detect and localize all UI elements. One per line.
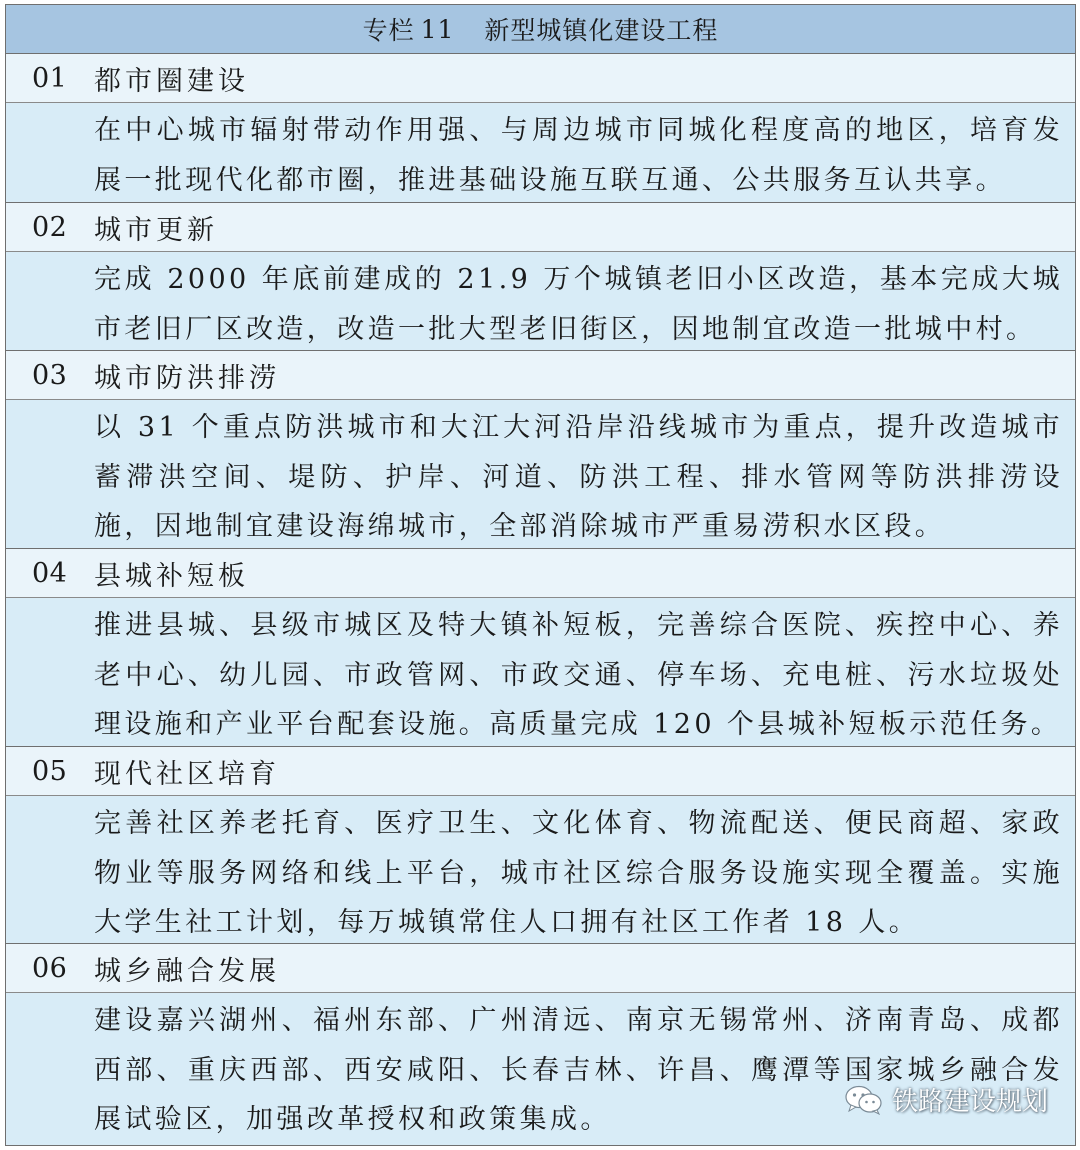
- section-header: [6, 351, 1075, 400]
- section-header: [6, 747, 1075, 796]
- column-box: [5, 4, 1076, 1146]
- section-header: [6, 54, 1075, 103]
- section-title: 城市防洪排涝: [94, 362, 280, 394]
- section-03: [6, 351, 1075, 549]
- section-body: 完成 2000 年底前建成的 21.9 万个城镇老旧小区改造，基本完成大城市老旧厂区改造，改造一批大型老旧街区，因地制宜改造一批城中村。: [94, 264, 1063, 345]
- section-body: 以 31 个重点防洪城市和大江大河沿岸沿线城市为重点，提升改造城市蓄滞洪空间、堤防、护岸、河道、防洪工程、排水管网等防洪排涝设施，因地制宜建设海绵城市，全部消除城市严重易涝积水区段。: [94, 412, 1063, 542]
- section-number: 05: [32, 755, 68, 787]
- column-title: 新型城镇化建设工程: [484, 16, 719, 45]
- column-number: 11: [420, 14, 455, 44]
- section-header: [6, 203, 1075, 252]
- wechat-icon: [844, 1085, 884, 1115]
- section-05: [6, 747, 1075, 944]
- section-number: 03: [32, 359, 68, 391]
- column-title-bar: [6, 5, 1075, 54]
- section-title: 现代社区培育: [94, 758, 280, 790]
- wechat-watermark: [844, 1081, 1048, 1118]
- section-header: [6, 944, 1075, 993]
- section-header: [6, 549, 1075, 598]
- section-number: 06: [32, 952, 68, 984]
- section-title: 县城补短板: [94, 560, 249, 592]
- section-title: 城市更新: [94, 214, 218, 246]
- watermark-text: 铁路建设规划: [891, 1087, 1048, 1117]
- section-title: 都市圈建设: [94, 65, 249, 97]
- section-number: 02: [32, 211, 68, 243]
- section-number: 01: [32, 62, 68, 94]
- section-body: 在中心城市辐射带动作用强、与周边城市同城化程度高的地区，培育发展一批现代化都市圈，推进基础设施互联互通、公共服务互认共享。: [94, 115, 1063, 196]
- column-label: 专栏: [362, 16, 415, 45]
- section-body: 完善社区养老托育、医疗卫生、文化体育、物流配送、便民商超、家政物业等服务网络和线上平台，城市社区综合服务设施实现全覆盖。实施大学生社工计划，每万城镇常住人口拥有社区工作者 18 人。: [94, 808, 1063, 938]
- section-body: 建设嘉兴湖州、福州东部、广州清远、南京无锡常州、济南青岛、成都西部、重庆西部、西安咸阳、长春吉林、许昌、鹰潭等国家城乡融合发展试验区，加强改革授权和政策集成。: [94, 1005, 1063, 1135]
- section-04: [6, 549, 1075, 747]
- section-body: 推进县城、县级市城区及特大镇补短板，完善综合医院、疾控中心、养老中心、幼儿园、市政管网、市政交通、停车场、充电桩、污水垃圾处理设施和产业平台配套设施。高质量完成 120 个县城补短板示范任务。: [94, 610, 1063, 740]
- section-number: 04: [32, 557, 68, 589]
- section-title: 城乡融合发展: [94, 955, 280, 987]
- section-01: [6, 54, 1075, 203]
- section-02: [6, 203, 1075, 351]
